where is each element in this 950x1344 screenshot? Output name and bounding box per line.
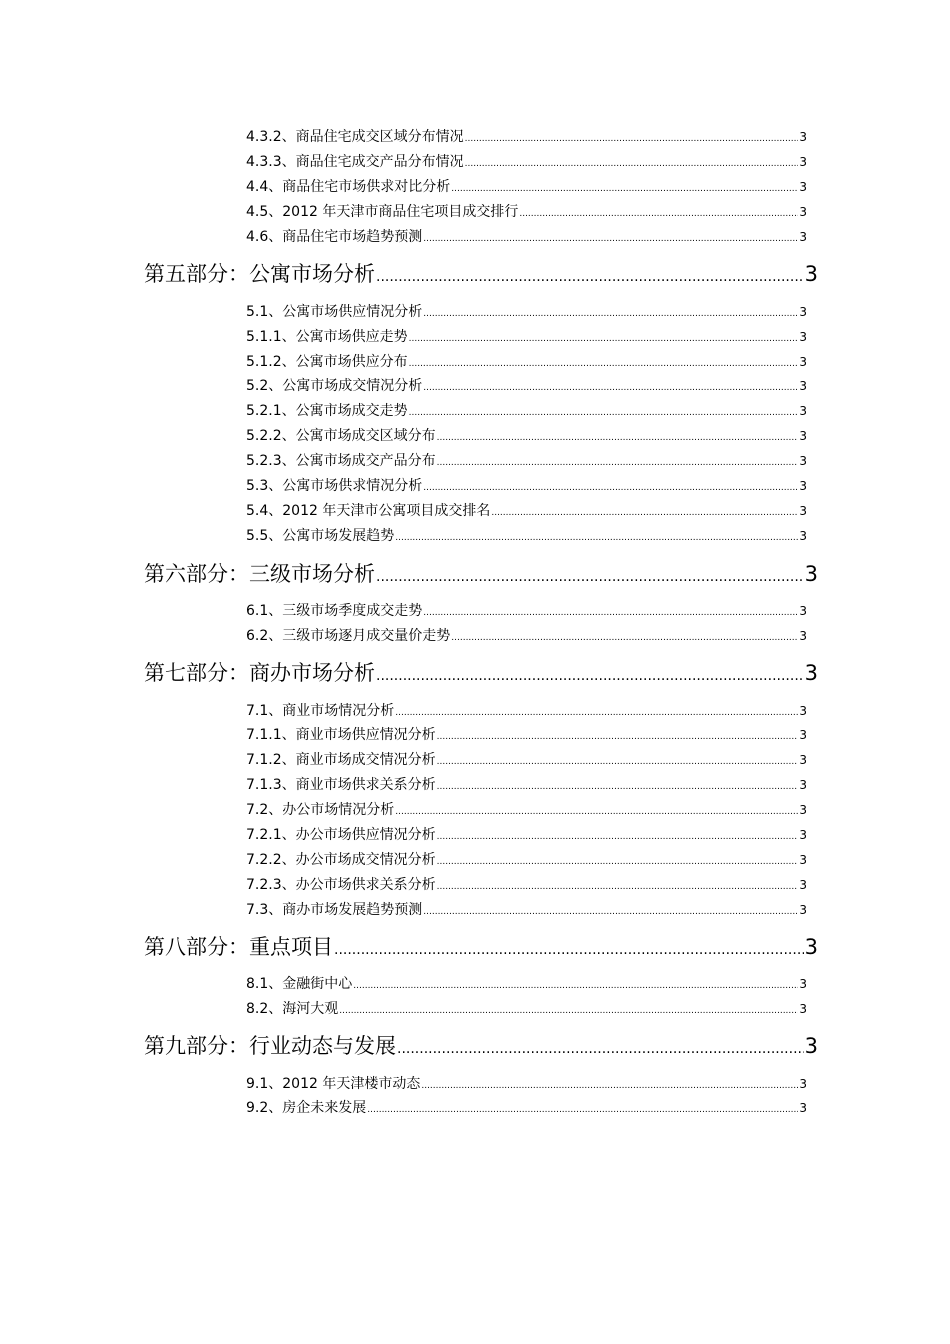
toc-page-number: 3 [799, 330, 807, 344]
dot-leader [437, 853, 799, 871]
dot-leader [376, 264, 804, 290]
toc-entry-title: 9.1、2012 年天津楼市动态 [246, 1076, 421, 1092]
dot-leader [395, 803, 798, 821]
dot-leader [451, 180, 798, 198]
dot-leader [437, 728, 799, 746]
toc-page-number: 3 [799, 704, 807, 718]
dot-leader [421, 1077, 798, 1095]
toc-entry-title: 5.1.1、公寓市场供应走势 [246, 329, 408, 345]
toc-entry-title: 7.1、商业市场情况分析 [246, 703, 395, 719]
toc-entry-title: 7.2.2、办公市场成交情况分析 [246, 852, 436, 868]
toc-entry-title: 9.2、房企未来发展 [246, 1100, 367, 1116]
toc-page-number: 3 [804, 1034, 818, 1058]
toc-page-number: 3 [799, 604, 807, 618]
toc-entry[interactable] [246, 975, 807, 995]
toc-entry[interactable] [246, 901, 807, 921]
toc-entry-title: 8.2、海河大观 [246, 1001, 339, 1017]
toc-entry[interactable] [246, 1099, 807, 1119]
toc-page-number: 3 [799, 529, 807, 543]
toc-entry[interactable] [246, 826, 807, 846]
toc-entry-title: 7.2.1、办公市场供应情况分析 [246, 827, 436, 843]
toc-entry-title: 第七部分：商办市场分析 [144, 661, 375, 685]
toc-page-number: 3 [799, 878, 807, 892]
toc-page-number: 3 [799, 1077, 807, 1091]
toc-entry-title: 5.4、2012 年天津市公寓项目成交排名 [246, 503, 491, 519]
dot-leader [437, 778, 799, 796]
toc-page-number: 3 [799, 803, 807, 817]
toc-entry-title: 7.1.2、商业市场成交情况分析 [246, 752, 436, 768]
toc-part-entry[interactable] [144, 261, 818, 290]
dot-leader [423, 903, 798, 921]
dot-leader [376, 564, 804, 590]
toc-page-number: 3 [799, 355, 807, 369]
toc-entry-title: 7.1.3、商业市场供求关系分析 [246, 777, 436, 793]
toc-entry-title: 7.2.3、办公市场供求关系分析 [246, 877, 436, 893]
toc-entry[interactable] [246, 328, 807, 348]
dot-leader [437, 753, 799, 771]
toc-page-number: 3 [799, 230, 807, 244]
dot-leader [423, 379, 798, 397]
toc-entry-title: 5.1.2、公寓市场供应分布 [246, 354, 408, 370]
toc-entry-title: 4.4、商品住宅市场供求对比分析 [246, 179, 451, 195]
dot-leader [451, 629, 798, 647]
toc-entry-title: 4.5、2012 年天津市商品住宅项目成交排行 [246, 204, 519, 220]
toc-page-number: 3 [799, 130, 807, 144]
dot-leader [437, 454, 799, 472]
toc-entry[interactable] [246, 876, 807, 896]
toc-entry[interactable] [246, 776, 807, 796]
toc-entry[interactable] [246, 303, 807, 323]
toc-entry[interactable] [246, 527, 807, 547]
dot-leader [376, 663, 804, 689]
toc-entry-title: 第五部分：公寓市场分析 [144, 262, 375, 286]
toc-entry-title: 4.6、商品住宅市场趋势预测 [246, 229, 423, 245]
toc-entry-title: 7.1.1、商业市场供应情况分析 [246, 727, 436, 743]
toc-part-entry[interactable] [144, 561, 818, 590]
dot-leader [519, 205, 798, 223]
toc-page-number: 3 [799, 429, 807, 443]
toc-entry[interactable] [246, 153, 807, 173]
toc-page-number: 3 [799, 504, 807, 518]
toc-page-number: 3 [799, 305, 807, 319]
toc-entry[interactable] [246, 1000, 807, 1020]
toc-entry-title: 5.2.1、公寓市场成交走势 [246, 403, 408, 419]
toc-entry[interactable] [246, 452, 807, 472]
toc-entry[interactable] [246, 502, 807, 522]
toc-page-number: 3 [799, 629, 807, 643]
toc-page-number: 3 [799, 828, 807, 842]
dot-leader [339, 1002, 798, 1020]
toc-entry[interactable] [246, 1075, 807, 1095]
toc-entry[interactable] [246, 851, 807, 871]
toc-entry-title: 第九部分：行业动态与发展 [144, 1034, 396, 1058]
toc-entry[interactable] [246, 203, 807, 223]
dot-leader [437, 878, 799, 896]
dot-leader [423, 305, 798, 323]
toc-page-number: 3 [799, 853, 807, 867]
toc-entry[interactable] [246, 801, 807, 821]
toc-page-number: 3 [799, 454, 807, 468]
dot-leader [465, 155, 799, 173]
toc-page-number: 3 [799, 155, 807, 169]
toc-entry-title: 8.1、金融街中心 [246, 976, 353, 992]
toc-entry-title: 7.3、商办市场发展趋势预测 [246, 902, 423, 918]
toc-entry-title: 5.3、公寓市场供求情况分析 [246, 478, 423, 494]
toc-entry-title: 4.3.3、商品住宅成交产品分布情况 [246, 154, 464, 170]
toc-entry-title: 5.2.2、公寓市场成交区域分布 [246, 428, 436, 444]
dot-leader [395, 704, 798, 722]
toc-entry[interactable] [246, 627, 807, 647]
toc-entry-title: 7.2、办公市场情况分析 [246, 802, 395, 818]
toc-part-entry[interactable] [144, 660, 818, 689]
dot-leader [334, 937, 804, 963]
toc-entry[interactable] [246, 751, 807, 771]
toc-entry[interactable] [246, 477, 807, 497]
toc-entry-title: 4.3.2、商品住宅成交区域分布情况 [246, 129, 464, 145]
dot-leader [395, 529, 798, 547]
dot-leader [491, 504, 798, 522]
dot-leader [353, 977, 798, 995]
toc-entry-title: 第六部分：三级市场分析 [144, 562, 375, 586]
toc-page-number: 3 [799, 1002, 807, 1016]
dot-leader [437, 828, 799, 846]
toc-entry-title: 5.5、公寓市场发展趋势 [246, 528, 395, 544]
toc-page-number: 3 [799, 379, 807, 393]
dot-leader [465, 130, 799, 148]
toc-page-number: 3 [799, 1101, 807, 1115]
toc-entry-title: 6.2、三级市场逐月成交量价走势 [246, 628, 451, 644]
toc-entry[interactable] [246, 427, 807, 447]
toc-page-number: 3 [799, 903, 807, 917]
dot-leader [409, 355, 799, 373]
dot-leader [423, 479, 798, 497]
dot-leader [437, 429, 799, 447]
toc-entry[interactable] [246, 128, 807, 148]
toc-page-number: 3 [799, 205, 807, 219]
toc-page-number: 3 [799, 180, 807, 194]
toc-page-number: 3 [799, 778, 807, 792]
toc-page-number: 3 [799, 977, 807, 991]
dot-leader [409, 330, 799, 348]
dot-leader [367, 1101, 798, 1119]
toc-part-entry[interactable] [144, 934, 818, 963]
toc-entry[interactable] [246, 402, 807, 422]
toc-page-number: 3 [799, 728, 807, 742]
toc-entry-title: 6.1、三级市场季度成交走势 [246, 603, 423, 619]
toc-entry[interactable] [246, 228, 807, 248]
toc-entry[interactable] [246, 726, 807, 746]
toc-page-number: 3 [799, 753, 807, 767]
toc-page-number: 3 [799, 479, 807, 493]
toc-page-number: 3 [804, 562, 818, 586]
toc-entry-title: 5.2.3、公寓市场成交产品分布 [246, 453, 436, 469]
dot-leader [423, 604, 798, 622]
toc-entry[interactable] [246, 178, 807, 198]
toc-entry-title: 5.2、公寓市场成交情况分析 [246, 378, 423, 394]
toc-page-number: 3 [804, 661, 818, 685]
toc-entry[interactable] [246, 377, 807, 397]
toc-page-number: 3 [799, 404, 807, 418]
dot-leader [397, 1036, 804, 1062]
toc-entry[interactable] [246, 702, 807, 722]
toc-page-number: 3 [804, 935, 818, 959]
toc-entry[interactable] [246, 602, 807, 622]
dot-leader [423, 230, 798, 248]
toc-entry-title: 第八部分：重点项目 [144, 935, 333, 959]
toc-part-entry[interactable] [144, 1033, 818, 1062]
dot-leader [409, 404, 799, 422]
toc-entry-title: 5.1、公寓市场供应情况分析 [246, 304, 423, 320]
toc-page-number: 3 [804, 262, 818, 286]
toc-entry[interactable] [246, 353, 807, 373]
